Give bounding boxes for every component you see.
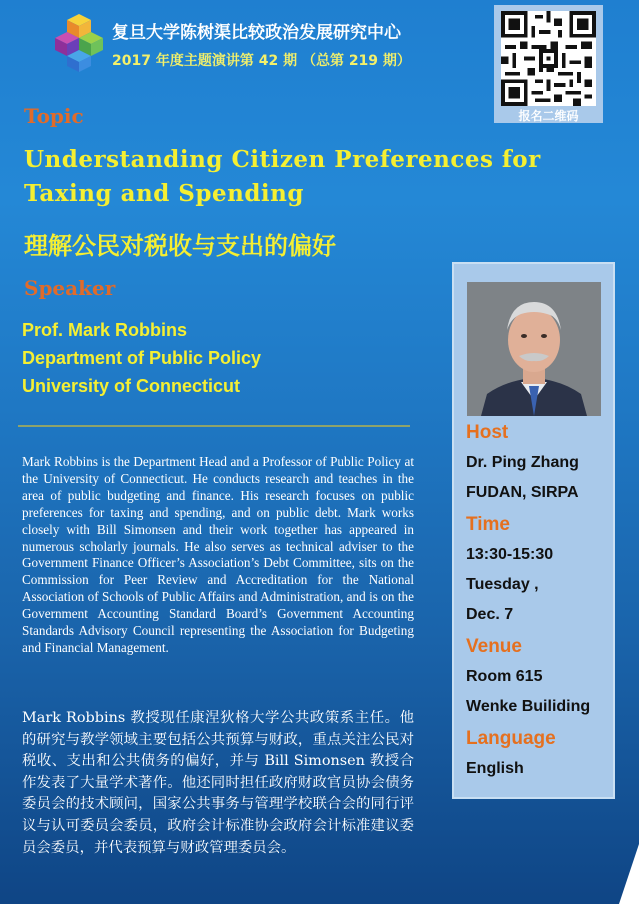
talk-title-chinese: 理解公民对税收与支出的偏好 — [24, 232, 336, 260]
speaker-name: Prof. Mark Robbins — [22, 320, 188, 340]
lecture-series: 2017 年度主题演讲第 42 期 （总第 219 期） — [112, 53, 411, 69]
center-logo-icon — [55, 14, 103, 72]
talk-title-english: Understanding Citizen Preferences for Taxing and Spending — [24, 146, 541, 207]
registration-qr-code-icon[interactable] — [501, 11, 596, 106]
venue-label: Venue — [466, 636, 522, 657]
speaker-bio-chinese: Mark Robbins 教授现任康涅狄格大学公共政策系主任。他的研究与教学领域主要包括公共预算与财政，重点关注公民对税收、支出和公共债务的偏好，并与 Bill Simonsen 教授合作发表了大量学术著作。他还同时担任政府财政官员协会债务委员会的技术顾问，国家公共事务与管理学校联合会的同行评议与认可委员会委员，政府会计标准协会政府会计标准建议委员会委员，并代表预算与财政管理委员会。 — [22, 710, 414, 856]
host-org: FUDAN, SIRPA — [466, 484, 579, 501]
qr-panel — [494, 5, 603, 123]
venue-building: Wenke Builiding — [466, 698, 591, 715]
event-day: Tuesday , — [466, 576, 539, 593]
section-divider — [18, 425, 410, 427]
host-name: Dr. Ping Zhang — [466, 454, 579, 471]
event-date: Dec. 7 — [466, 606, 514, 623]
time-label: Time — [466, 514, 511, 535]
page-corner — [619, 844, 639, 904]
speaker-university: University of Connecticut — [22, 376, 241, 396]
speaker-bio-english: Mark Robbins is the Department Head and a Professor of Public Policy at the University of Connecticut. He conducts research and teaches in the area of public budgeting and finance. His research focuses on public preferences for taxing and spending, and on public debt. Mark works closely with Bill Simonsen and their work together has appeared in numerous scholarly journals. He also serves as technical adviser to the Government Finance Officer’s Association’s Debt Committee, sits on the Commission for Peer Review and Accreditation for the National Association of Schools of Public Affairs and Administration, and is on the Government Accounting Standard Board’s Government Accounting Standards Advisory Council representing the Association for Budgeting and Financial Management. — [22, 454, 414, 655]
language-label: Language — [466, 728, 556, 749]
venue-room: Room 615 — [466, 668, 543, 685]
speaker-portrait-icon — [467, 282, 601, 416]
qr-label: 报名二维码 — [518, 109, 579, 123]
language-value: English — [466, 760, 524, 777]
event-info-panel — [452, 262, 615, 799]
topic-label: Topic — [24, 104, 84, 128]
speaker-department: Department of Public Policy — [22, 348, 262, 368]
time-range: 13:30-15:30 — [466, 546, 554, 563]
host-label: Host — [466, 422, 509, 443]
speaker-photo — [467, 282, 601, 416]
speaker-block — [22, 316, 261, 400]
speaker-label: Speaker — [24, 276, 116, 300]
org-name: 复旦大学陈树渠比较政治发展研究中心 — [112, 23, 401, 43]
